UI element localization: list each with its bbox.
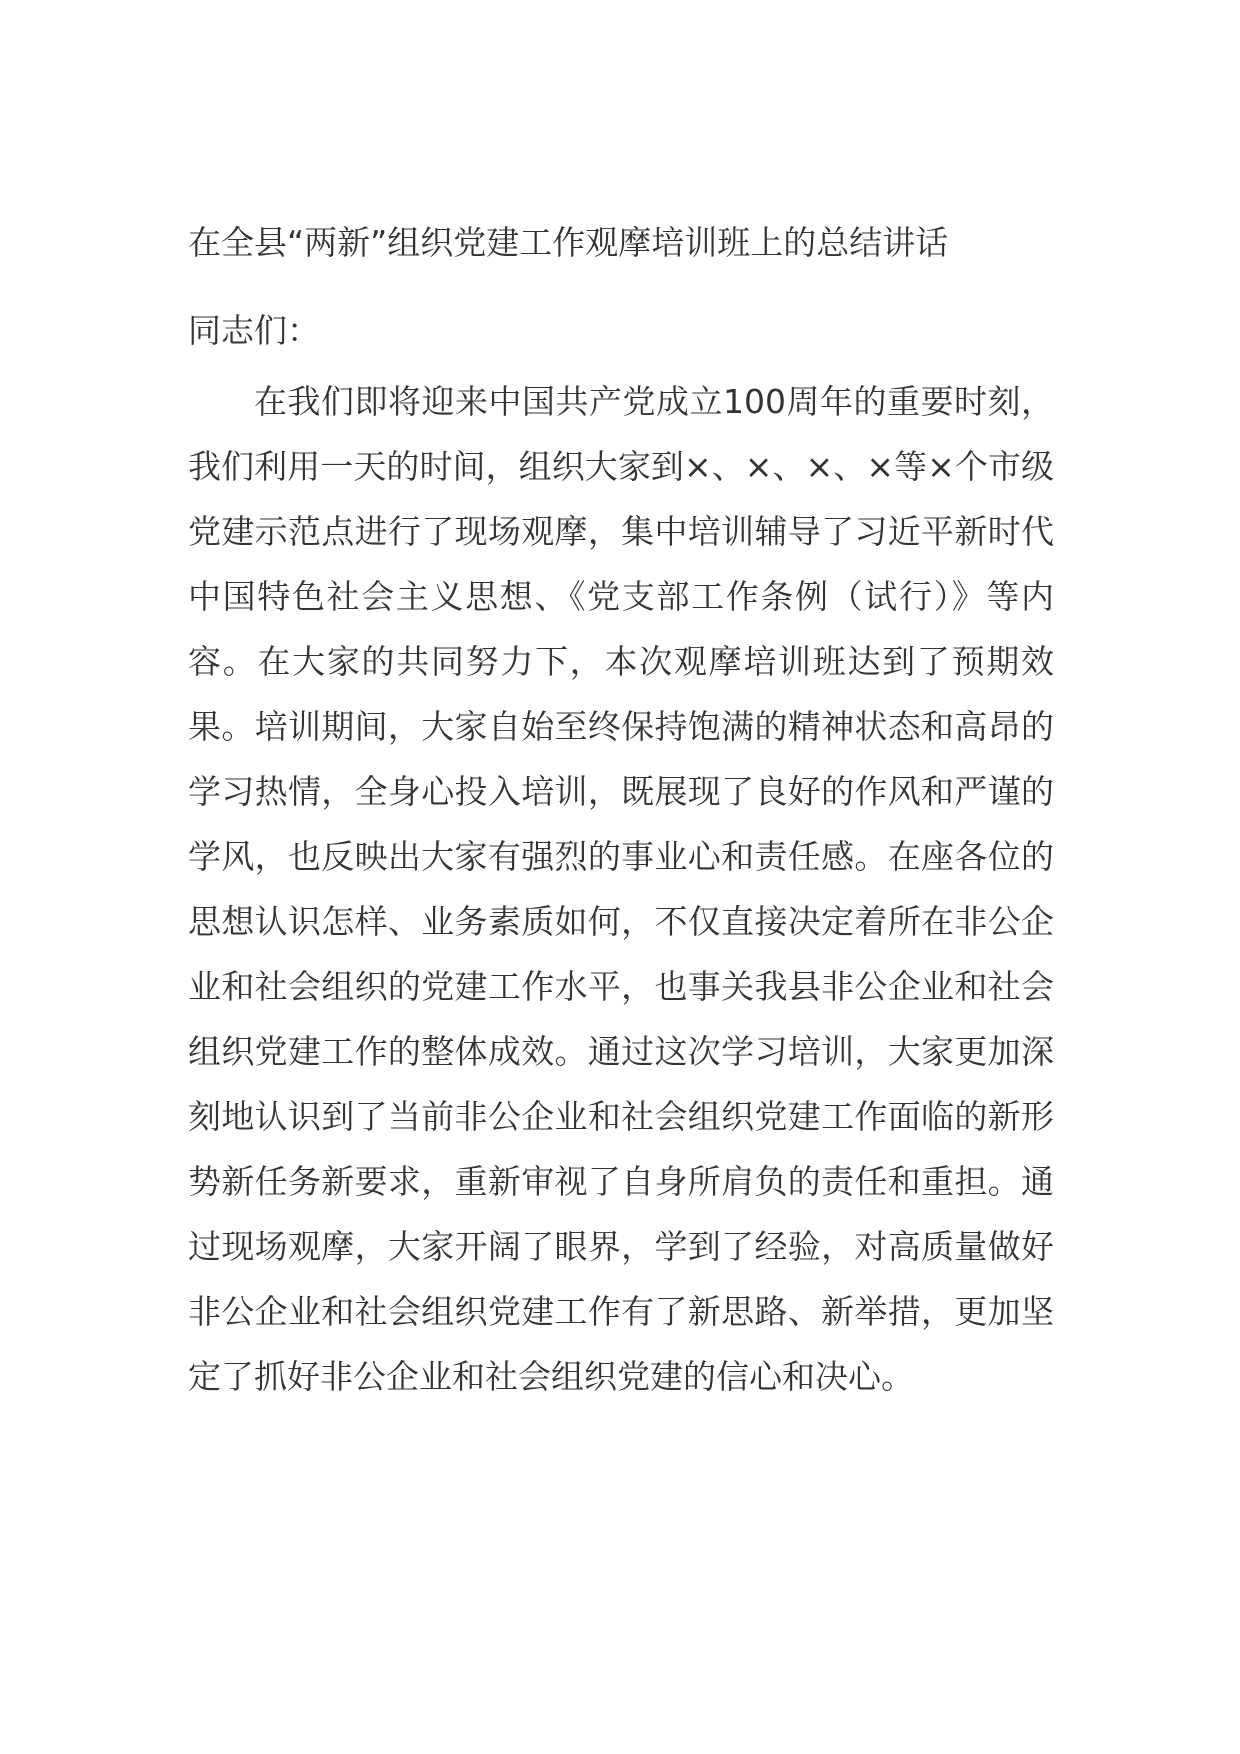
salutation: 同志们： (188, 311, 320, 350)
document-title: 在全县“两新”组织党建工作观摩培训班上的总结讲话 (188, 223, 949, 262)
body-paragraph: 在我们即将迎来中国共产党成立100周年的重要时刻，我们利用一天的时间，组织大家到×、×、×、×等×个市级党建示范点进行了现场观摩，集中培训辅导了习近平新时代中国特色社会主义思想、《党支部工作条例（试行）》等内容。在大家的共同努力下，本次观摩培训班达到了预期效果。培训期间，大家自始至终保持饱满的精神状态和高昂的学习热情，全身心投入培训，既展现了良好的作风和严谨的学风，也反映出大家有强烈的事业心和责任感。在座各位的思想认识怎样、业务素质如何，不仅直接决定着所在非公企业和社会组织的党建工作水平，也事关我县非公企业和社会组织党建工作的整体成效。通过这次学习培训，大家更加深刻地认识到了当前非公企业和社会组织党建工作面临的新形势新任务新要求，重新审视了自身所肩负的责任和重担。通过现场观摩，大家开阔了眼界，学到了经验，对高质量做好非公企业和社会组织党建工作有了新思路、新举措，更加坚定了抓好非公企业和社会组织党建的信心和决心。 (188, 382, 1054, 1396)
document-body (188, 215, 1054, 1409)
